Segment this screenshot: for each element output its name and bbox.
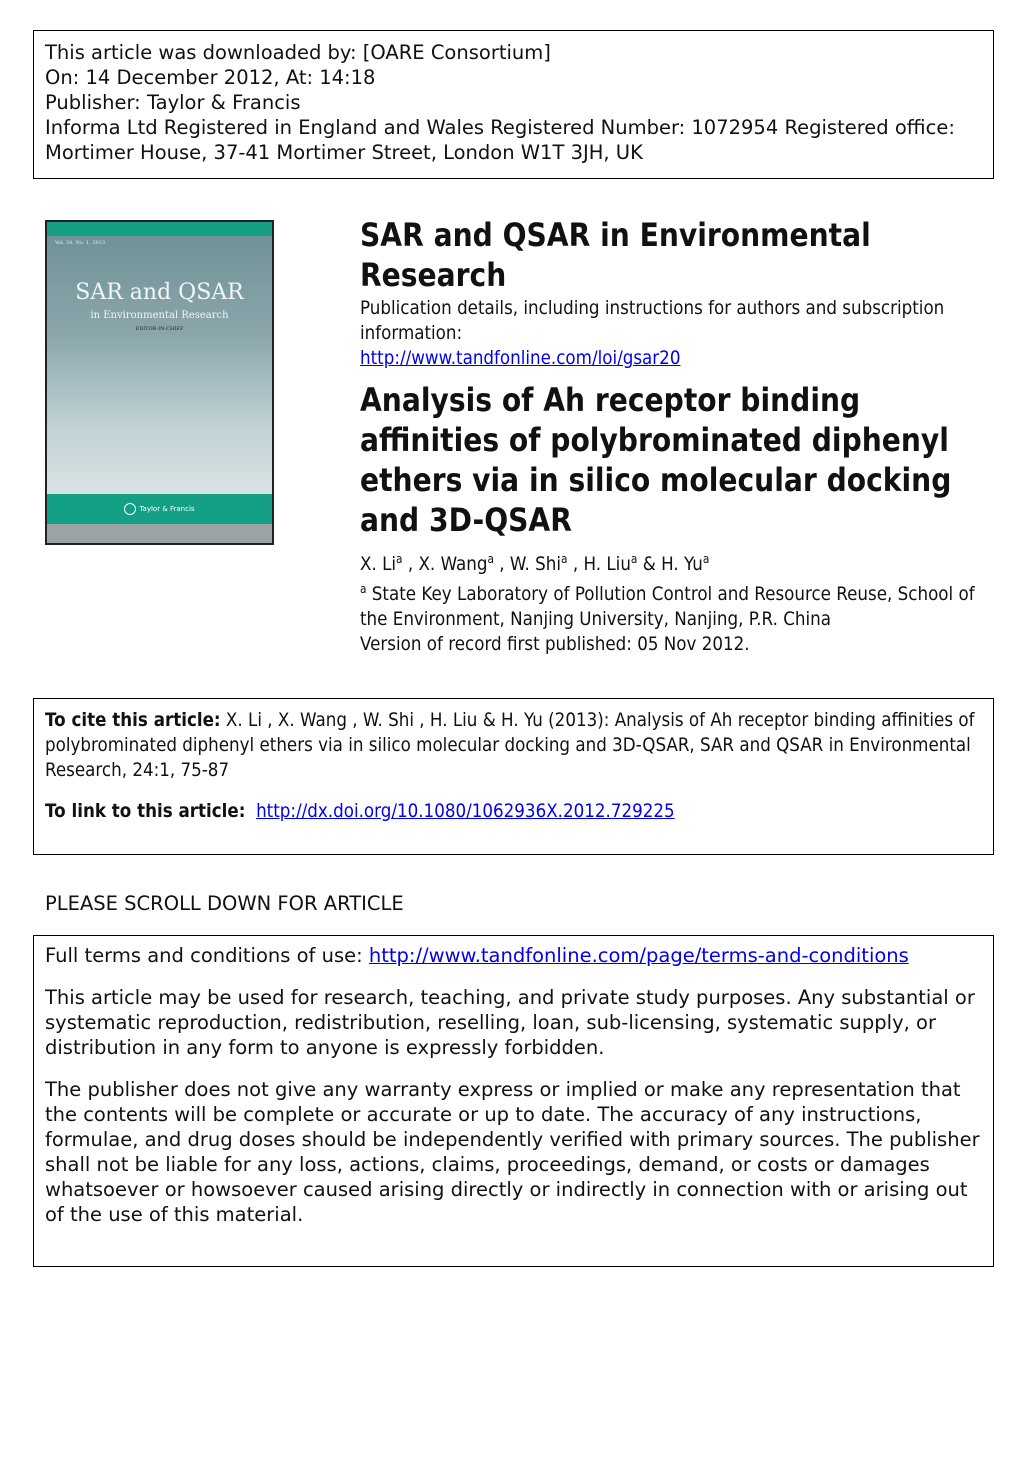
scroll-down-note: PLEASE SCROLL DOWN FOR ARTICLE <box>45 892 404 915</box>
author-separator: , <box>493 553 510 575</box>
author-separator: , <box>567 553 584 575</box>
author-name: W. Shi <box>509 553 562 575</box>
cover-subtitle: in Environmental Research <box>90 310 229 321</box>
cover-publisher-name: Taylor & Francis <box>139 505 195 513</box>
cover-top-band <box>47 222 272 236</box>
journal-cover-image <box>45 220 274 545</box>
link-label: To link to this article: <box>45 800 246 822</box>
cover-publisher <box>47 503 272 515</box>
author-affiliation-mark: a <box>561 552 568 566</box>
author-affiliation-mark: a <box>487 552 494 566</box>
terms-intro-line <box>45 943 982 968</box>
author-name: H. Liu <box>583 553 631 575</box>
cover-volume-text: Vol. 24, No. 1, 2013 <box>55 240 106 246</box>
registration-line: Informa Ltd Registered in England and Wales Registered Number: 1072954 Registered office: Mortimer House, 37-41 Mortimer Street, London W1T 3JH, UK <box>45 116 955 164</box>
article-link-line <box>45 799 978 824</box>
download-date-line: On: 14 December 2012, At: 14:18 <box>45 66 376 89</box>
terms-box <box>33 935 994 1267</box>
author-name: X. Li <box>360 553 397 575</box>
terms-url-link[interactable]: http://www.tandfonline.com/page/terms-and-conditions <box>368 944 909 967</box>
author-list <box>360 547 992 577</box>
article-title: Analysis of Ah receptor binding affinities of polybrominated diphenyl ethers via in silico molecular docking and 3D-QSAR <box>360 381 952 539</box>
citation-box <box>33 698 994 855</box>
cover-editors: EDITOR-IN-CHIEF <box>135 326 184 332</box>
author-name: X. Wang <box>418 553 488 575</box>
doi-link[interactable]: http://dx.doi.org/10.1080/1062936X.2012.729225 <box>256 800 675 822</box>
author-affiliation-mark: a <box>630 552 638 566</box>
publication-details-text: Publication details, including instructions for authors and subscription information: <box>360 297 945 344</box>
affiliation-mark: a <box>360 582 367 596</box>
version-of-record: Version of record first published: 05 Nov 2012. <box>360 633 750 655</box>
publisher-logo-icon <box>124 503 136 515</box>
journal-title: SAR and QSAR in Environmental Research <box>360 216 871 294</box>
download-notice-line: This article was downloaded by: [OARE Consortium] <box>45 41 551 64</box>
publisher-line: Publisher: Taylor & Francis <box>45 91 301 114</box>
cover-footer-band <box>47 524 272 545</box>
author-name: H. Yu <box>661 553 703 575</box>
cover-title: SAR and QSAR <box>75 280 244 305</box>
affiliation-text: State Key Laboratory of Pollution Control and Resource Reuse, School of the Environment, Nanjing University, Nanjing, P.R. China <box>360 583 975 630</box>
terms-usage-paragraph: This article may be used for research, teaching, and private study purposes. Any substantial or systematic reproduction, redistribution, reselling, loan, sub-licensing, systematic supply, or distribution in any form to anyone is expressly forbidden. <box>45 986 975 1059</box>
citation-text: X. Li , X. Wang , W. Shi , H. Liu & H. Yu (2013): Analysis of Ah receptor binding affinities of polybrominated diphenyl ethers via in silico molecular docking and 3D-QSAR, SAR and QSAR in Environmental Research, 24:1, 75-87 <box>45 709 975 781</box>
terms-intro: Full terms and conditions of use: <box>45 944 363 967</box>
author-affiliation-mark: a <box>702 552 710 566</box>
cite-label: To cite this article: <box>45 709 221 731</box>
author-affiliation-mark: a <box>396 552 403 566</box>
download-notice-box <box>33 30 994 179</box>
author-separator: , <box>402 553 419 575</box>
publication-details <box>360 296 992 371</box>
journal-url-link[interactable]: http://www.tandfonline.com/loi/gsar20 <box>360 347 681 369</box>
citation-paragraph <box>45 708 978 783</box>
affiliation <box>360 577 992 632</box>
terms-disclaimer-paragraph: The publisher does not give any warranty express or implied or make any representation that the contents will be complete or accurate or up to date. The accuracy of any instructions, formulae, and drug doses should be independently verified with primary sources. The publisher shall not be liable for any loss, actions, claims, proceedings, demand, or costs or damages whatsoever or howsoever caused arising directly or indirectly in connection with or arising out of the use of this material. <box>45 1078 980 1226</box>
article-header <box>360 215 990 657</box>
author-separator: & <box>637 553 662 575</box>
